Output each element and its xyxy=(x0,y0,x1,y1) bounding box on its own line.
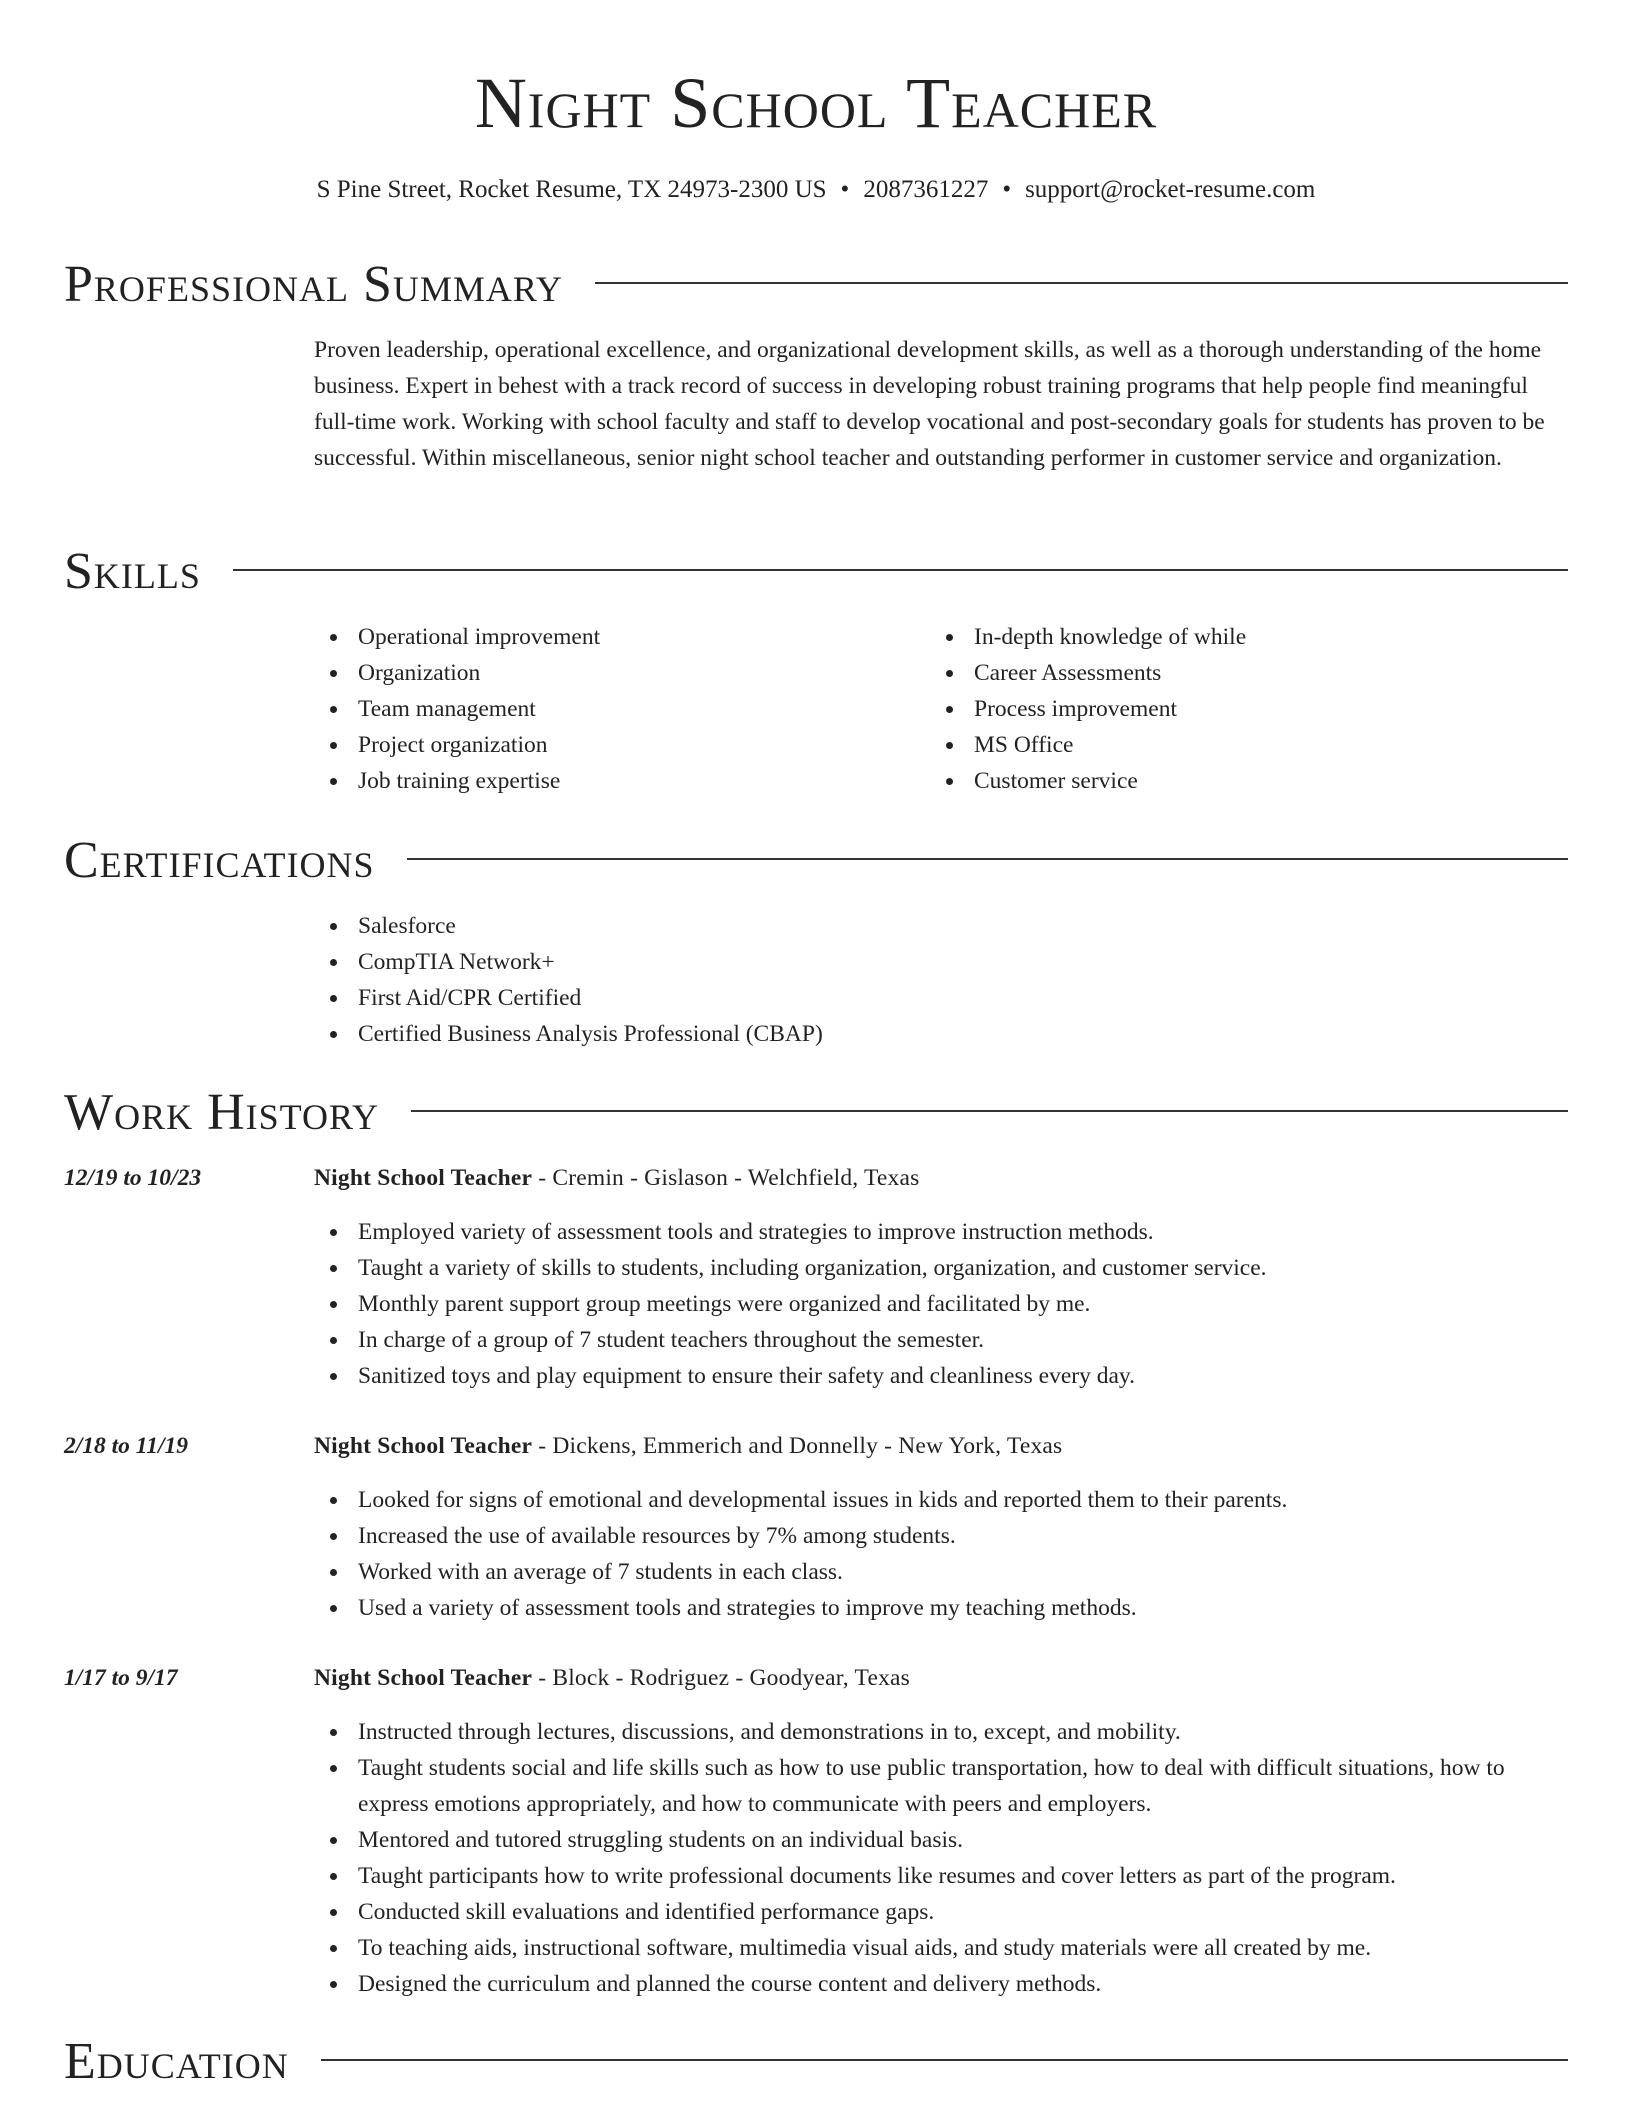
list-item: CompTIA Network+ xyxy=(314,944,1568,980)
list-item: In-depth knowledge of while xyxy=(930,619,1546,655)
list-item: Instructed through lectures, discussions, and demonstrations in to, except, and mobility. xyxy=(314,1714,1568,1750)
job-employer: - Dickens, Emmerich and Donnelly - New York, Texas xyxy=(532,1433,1063,1459)
certifications-section xyxy=(64,826,1568,1052)
list-item: Operational improvement xyxy=(314,619,930,655)
job-employer: - Block - Rodriguez - Goodyear, Texas xyxy=(532,1665,911,1691)
job-dates: 2/18 to 11/19 xyxy=(64,1433,189,1459)
contact-phone: 2087361227 xyxy=(863,176,989,203)
list-item: Taught students social and life skills such as how to use public transportation, how to deal with difficult situations, how to express emotions appropriately, and how to communicate with peers and employers. xyxy=(314,1750,1568,1822)
list-item: Process improvement xyxy=(930,691,1546,727)
work-history-section xyxy=(64,1078,1568,2002)
section-header xyxy=(64,250,1568,320)
list-item: In charge of a group of 7 student teachers throughout the semester. xyxy=(314,1322,1568,1358)
section-divider xyxy=(233,569,1568,571)
summary-section xyxy=(64,250,1568,476)
skills-list-left xyxy=(314,619,930,799)
section-title-summary: Professional Summary xyxy=(64,256,563,313)
job-dates: 1/17 to 9/17 xyxy=(64,1665,178,1691)
list-item: Certified Business Analysis Professional (CBAP) xyxy=(314,1016,1568,1052)
list-item: Customer service xyxy=(930,763,1546,799)
list-item: Designed the curriculum and planned the course content and delivery methods. xyxy=(314,1966,1568,2002)
list-item: Sanitized toys and play equipment to ensure their safety and cleanliness every day. xyxy=(314,1358,1568,1394)
job-entry xyxy=(64,1428,1568,1626)
contact-separator: • xyxy=(840,176,850,203)
list-item: Mentored and tutored struggling students on an individual basis. xyxy=(314,1822,1568,1858)
list-item: Increased the use of available resources by 7% among students. xyxy=(314,1518,1568,1554)
list-item: First Aid/CPR Certified xyxy=(314,980,1568,1016)
section-header xyxy=(64,2027,1568,2097)
list-item: Used a variety of assessment tools and strategies to improve my teaching methods. xyxy=(314,1590,1568,1626)
contact-email: support@rocket-resume.com xyxy=(1025,176,1316,203)
job-bullets xyxy=(314,1214,1568,1394)
list-item: Organization xyxy=(314,655,930,691)
job-entry xyxy=(64,1660,1568,2002)
job-heading xyxy=(314,1160,1568,1196)
section-divider xyxy=(407,858,1568,860)
section-divider xyxy=(595,282,1568,284)
education-section xyxy=(64,2027,1568,2097)
skills-section xyxy=(64,537,1568,799)
job-heading xyxy=(314,1428,1568,1464)
summary-text: Proven leadership, operational excellence, and organizational development skills, as well as a thorough understanding of the home business. Expert in behest with a track record of success in developing robust training programs that help people find meaningful full-time work. Working with school faculty and staff to develop vocational and post-secondary goals for students has proven to be successful. Within miscellaneous, senior night school teacher and outstanding performer in customer service and organization. xyxy=(314,337,1545,471)
section-divider xyxy=(321,2059,1568,2061)
job-employer: - Cremin - Gislason - Welchfield, Texas xyxy=(532,1165,920,1191)
list-item: Looked for signs of emotional and developmental issues in kids and reported them to their parents. xyxy=(314,1482,1568,1518)
list-item: To teaching aids, instructional software, multimedia visual aids, and study materials were all created by me. xyxy=(314,1930,1568,1966)
list-item: Salesforce xyxy=(314,908,1568,944)
list-item: Taught participants how to write professional documents like resumes and cover letters as part of the program. xyxy=(314,1858,1568,1894)
list-item: Employed variety of assessment tools and strategies to improve instruction methods. xyxy=(314,1214,1568,1250)
list-item: Conducted skill evaluations and identified performance gaps. xyxy=(314,1894,1568,1930)
section-divider xyxy=(411,1110,1568,1112)
list-item: Career Assessments xyxy=(930,655,1546,691)
job-dates: 12/19 to 10/23 xyxy=(64,1165,202,1191)
section-title-skills: Skills xyxy=(64,543,201,600)
job-bullets xyxy=(314,1714,1568,2002)
job-title: Night School Teacher xyxy=(314,1433,533,1459)
job-entry xyxy=(64,1160,1568,1394)
section-title-work: Work History xyxy=(64,1084,380,1141)
section-header xyxy=(64,826,1568,896)
section-header xyxy=(64,1078,1568,1148)
contact-line xyxy=(0,172,1632,208)
job-bullets xyxy=(314,1482,1568,1626)
job-title: Night School Teacher xyxy=(314,1165,533,1191)
contact-address: S Pine Street, Rocket Resume, TX 24973-2300 US xyxy=(316,176,827,203)
job-title: Night School Teacher xyxy=(314,1665,533,1691)
skills-list-right xyxy=(930,619,1546,799)
list-item: Worked with an average of 7 students in each class. xyxy=(314,1554,1568,1590)
list-item: MS Office xyxy=(930,727,1546,763)
list-item: Team management xyxy=(314,691,930,727)
list-item: Monthly parent support group meetings were organized and facilitated by me. xyxy=(314,1286,1568,1322)
section-title-certifications: Certifications xyxy=(64,832,375,889)
candidate-name: Night School Teacher xyxy=(474,63,1158,143)
certifications-list xyxy=(314,908,1568,1052)
section-title-education: Education xyxy=(64,2033,289,2090)
list-item: Project organization xyxy=(314,727,930,763)
skills-grid xyxy=(314,619,1568,799)
section-header xyxy=(64,537,1568,607)
list-item: Job training expertise xyxy=(314,763,930,799)
contact-separator: • xyxy=(1002,176,1012,203)
list-item: Taught a variety of skills to students, including organization, organization, and customer service. xyxy=(314,1250,1568,1286)
job-heading xyxy=(314,1660,1568,1696)
